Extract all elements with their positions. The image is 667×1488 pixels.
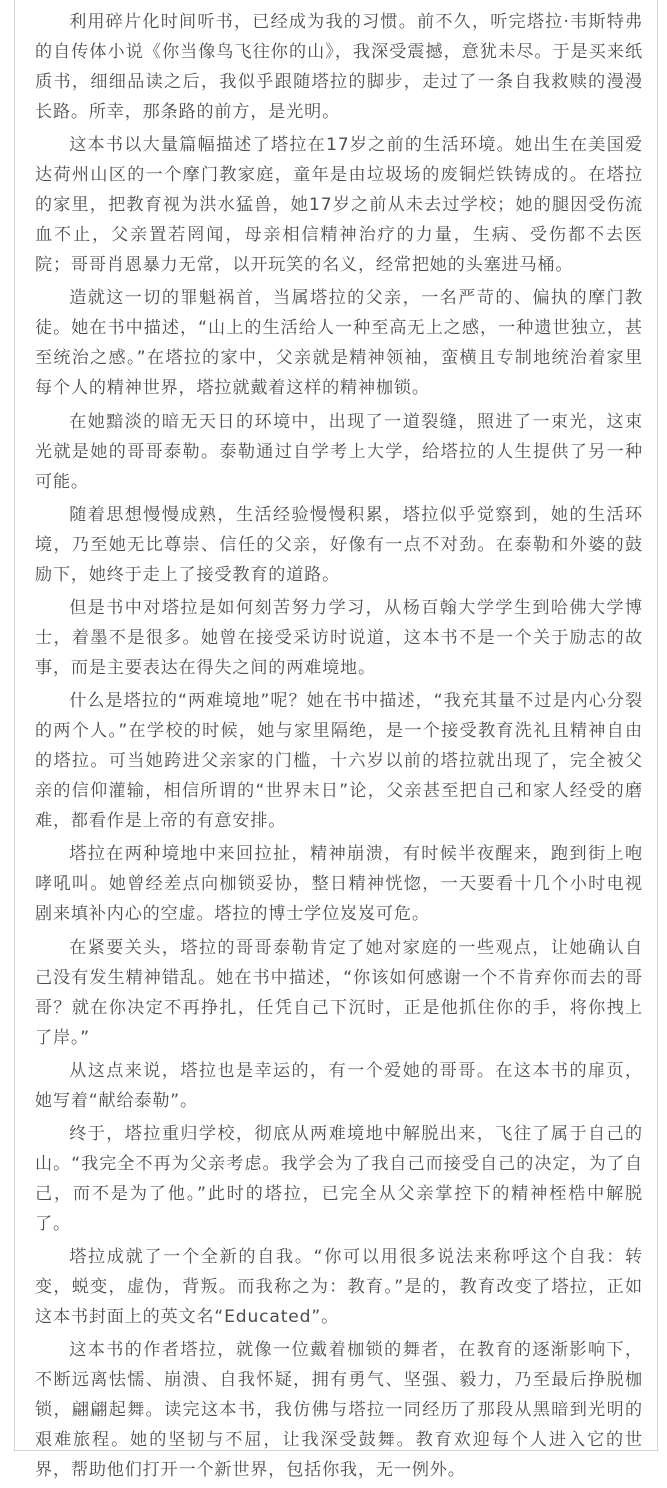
paragraph-13: 这本书的作者塔拉，就像一位戴着枷锁的舞者，在教育的逐渐影响下，不断远离怯懦、崩溃、自我怀疑，拥有勇气、坚强、毅力，乃至最后挣脱枷锁，翩翩起舞。读完这本书，我仿佛与塔拉一同经历了那段从黑暗到光明的艰难旅程。她的坚韧与不屈，让我深受鼓舞。教育欢迎每个人进入它的世界，帮助他们打开一个新世界，包括你我，无一例外。 [35, 1340, 643, 1481]
paragraph-7: 什么是塔拉的“两难境地”呢？她在书中描述，“我充其量不过是内心分裂的两个人。”在学校的时候，她与家里隔绝，是一个接受教育洗礼且精神自由的塔拉。可当她跨进父亲家的门槛，十六岁以前的塔拉就出现了，完全被父亲的信仰灌输，相信所谓的“世界末日”论，父亲甚至把自己和家人经受的磨难，都看作是上帝的有意安排。 [35, 691, 643, 832]
paragraph-12: 塔拉成就了一个全新的自我。“你可以用很多说法来称呼这个自我：转变，蜕变，虚伪，背叛。而我称之为：教育。”是的，教育改变了塔拉，正如这本书封面上的英文名“Educated”。 [35, 1247, 643, 1328]
paragraph-4: 在她黯淡的暗无天日的环境中，出现了一道裂缝，照进了一束光，这束光就是她的哥哥泰勒。泰勒通过自学考上大学，给塔拉的人生提供了另一种可能。 [35, 411, 643, 492]
paragraph-6: 但是书中对塔拉是如何刻苦努力学习，从杨百翰大学学生到哈佛大学博士，着墨不是很多。她曾在接受采访时说道，这本书不是一个关于励志的故事，而是主要表达在得失之间的两难境地。 [35, 597, 643, 678]
paragraph-2: 这本书以大量篇幅描述了塔拉在17岁之前的生活环境。她出生在美国爱达荷州山区的一个摩门教家庭，童年是由垃圾场的废铜烂铁铸成的。在塔拉的家里，把教育视为洪水猛兽，她17岁之前从未去过学校；她的腿因受伤流血不止，父亲置若罔闻，母亲相信精神治疗的力量，生病、受伤都不去医院；哥哥肖恩暴力无常，以开玩笑的名义，经常把她的头塞进马桶。 [35, 135, 643, 276]
paragraph-1: 利用碎片化时间听书，已经成为我的习惯。前不久，听完塔拉·韦斯特弗的自传体小说《你当像鸟飞往你的山》，我深受震撼，意犹未尽。于是买来纸质书，细细品读之后，我似乎跟随塔拉的脚步，走过了一条自我救赎的漫漫长路。所幸，那条路的前方，是光明。 [35, 12, 643, 122]
paragraph-5: 随着思想慢慢成熟，生活经验慢慢积累，塔拉似乎觉察到，她的生活环境，乃至她无比尊崇、信任的父亲，好像有一点不对劲。在泰勒和外婆的鼓励下，她终于走上了接受教育的道路。 [35, 504, 643, 585]
paragraph-8: 塔拉在两种境地中来回拉扯，精神崩溃，有时候半夜醒来，跑到街上咆哮吼叫。她曾经差点向枷锁妥协，整日精神恍惚，一天要看十几个小时电视剧来填补内心的空虚。塔拉的博士学位岌岌可危。 [35, 844, 643, 925]
paragraph-9: 在紧要关头，塔拉的哥哥泰勒肯定了她对家庭的一些观点，让她确认自己没有发生精神错乱。她在书中描述，“你该如何感谢一个不肯弃你而去的哥哥？就在你决定不再挣扎，任凭自己下沉时，正是他抓住你的手，将你拽上了岸。” [35, 937, 643, 1048]
paragraph-11: 终于，塔拉重归学校，彻底从两难境地中解脱出来，飞往了属于自己的山。“我完全不再为父亲考虑。我学会为了我自己而接受自己的决定，为了自己，而不是为了他。”此时的塔拉，已完全从父亲掌控下的精神桎梏中解脱了。 [35, 1123, 643, 1234]
article-body [35, 7, 643, 1488]
article-frame [14, 0, 658, 1481]
paragraph-10: 从这点来说，塔拉也是幸运的，有一个爱她的哥哥。在这本书的扉页，她写着“献给泰勒”。 [35, 1060, 643, 1111]
paragraph-3: 造就这一切的罪魁祸首，当属塔拉的父亲，一名严苛的、偏执的摩门教徒。她在书中描述，“山上的生活给人一种至高无上之感，一种遗世独立，甚至统治之感。”在塔拉的家中，父亲就是精神领袖，蛮横且专制地统治着家里每个人的精神世界，塔拉就戴着这样的精神枷锁。 [35, 288, 643, 399]
